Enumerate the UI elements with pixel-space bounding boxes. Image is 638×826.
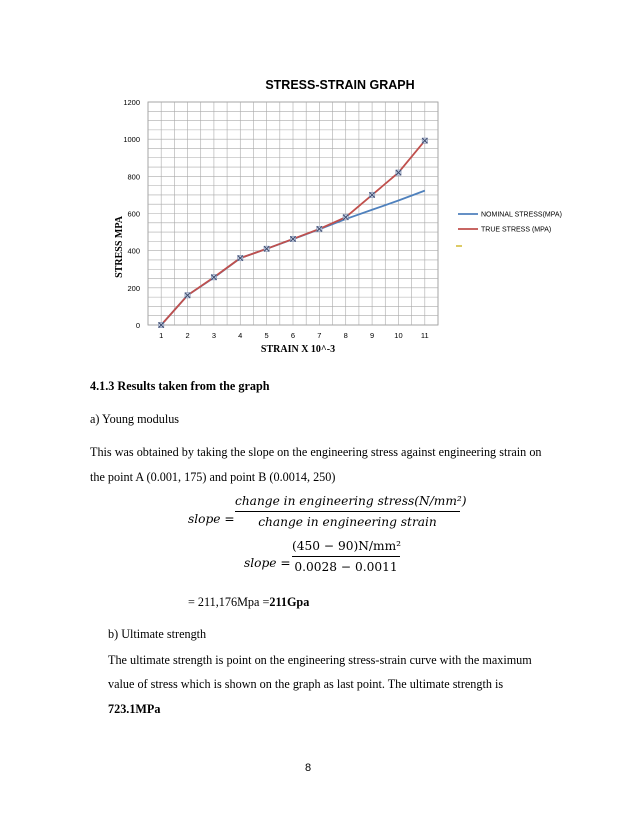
x-tick-label: 11 xyxy=(420,331,429,340)
page-number: 8 xyxy=(305,762,312,774)
section-heading: 4.1.3 Results taken from the graph xyxy=(90,379,270,393)
chart-title: STRESS-STRAIN GRAPH xyxy=(265,78,415,92)
x-tick-label: 7 xyxy=(317,331,322,340)
x-tick-label: 4 xyxy=(238,331,243,340)
equation-1-numerator: change in engineering stress(N/mm²) xyxy=(235,494,467,508)
fraction-bar xyxy=(235,511,460,512)
paragraph-line-1: This was obtained by taking the slope on the engineering stress against engineering strain on xyxy=(90,445,542,459)
y-tick-label: 600 xyxy=(127,209,140,219)
x-tick-label: 8 xyxy=(343,331,348,340)
result-value: 211Gpa xyxy=(269,595,310,609)
equation-2-fraction xyxy=(292,539,400,574)
x-tick-label: 6 xyxy=(290,331,296,340)
stress-strain-chart xyxy=(100,72,560,362)
y-axis-label: STRESS MPA xyxy=(114,216,125,278)
x-tick-label: 3 xyxy=(211,331,216,340)
legend-label: TRUE STRESS (MPA) xyxy=(481,226,552,234)
x-axis-label: STRAIN X 10^-3 xyxy=(260,344,336,355)
legend-label: NOMINAL STRESS(MPA) xyxy=(481,211,562,219)
y-tick-label: 800 xyxy=(127,172,140,182)
equation-1-lhs: slope = xyxy=(188,512,235,526)
x-tick-label: 10 xyxy=(394,331,403,340)
paragraph-line-2: the point A (0.001, 175) and point B (0.0014, 250) xyxy=(90,470,336,484)
result-line xyxy=(188,596,309,608)
y-tick-label: 1200 xyxy=(123,98,140,107)
item-a-label: a) Young modulus xyxy=(90,412,180,426)
equation-1-denominator: change in engineering strain xyxy=(258,515,437,529)
equation-2-numerator: (450 − 90)N/mm² xyxy=(292,539,402,553)
equation-2-denominator: 0.0028 − 0.0011 xyxy=(294,560,398,574)
ultimate-value: 723.1MPa xyxy=(108,702,161,716)
item-b-label: b) Ultimate strength xyxy=(108,627,207,641)
chart-svg xyxy=(100,72,560,362)
result-prefix: = 211,176Mpa = xyxy=(188,595,270,609)
ultimate-line-1: The ultimate strength is point on the engineering stress-strain curve with the maximum xyxy=(108,653,532,667)
y-tick-label: 200 xyxy=(127,283,140,293)
y-tick-label: 0 xyxy=(135,321,140,330)
y-tick-label: 400 xyxy=(127,246,140,256)
x-tick-label: 1 xyxy=(159,331,164,340)
x-tick-label: 5 xyxy=(264,331,269,340)
x-tick-label: 9 xyxy=(370,331,375,340)
fraction-bar xyxy=(292,556,400,557)
x-tick-label: 2 xyxy=(185,331,190,340)
ultimate-line-2: value of stress which is shown on the graph as last point. The ultimate strength is xyxy=(108,677,504,691)
equation-2-lhs: slope = xyxy=(244,556,291,570)
y-tick-label: 1000 xyxy=(123,135,140,145)
equation-1-fraction xyxy=(235,494,467,529)
